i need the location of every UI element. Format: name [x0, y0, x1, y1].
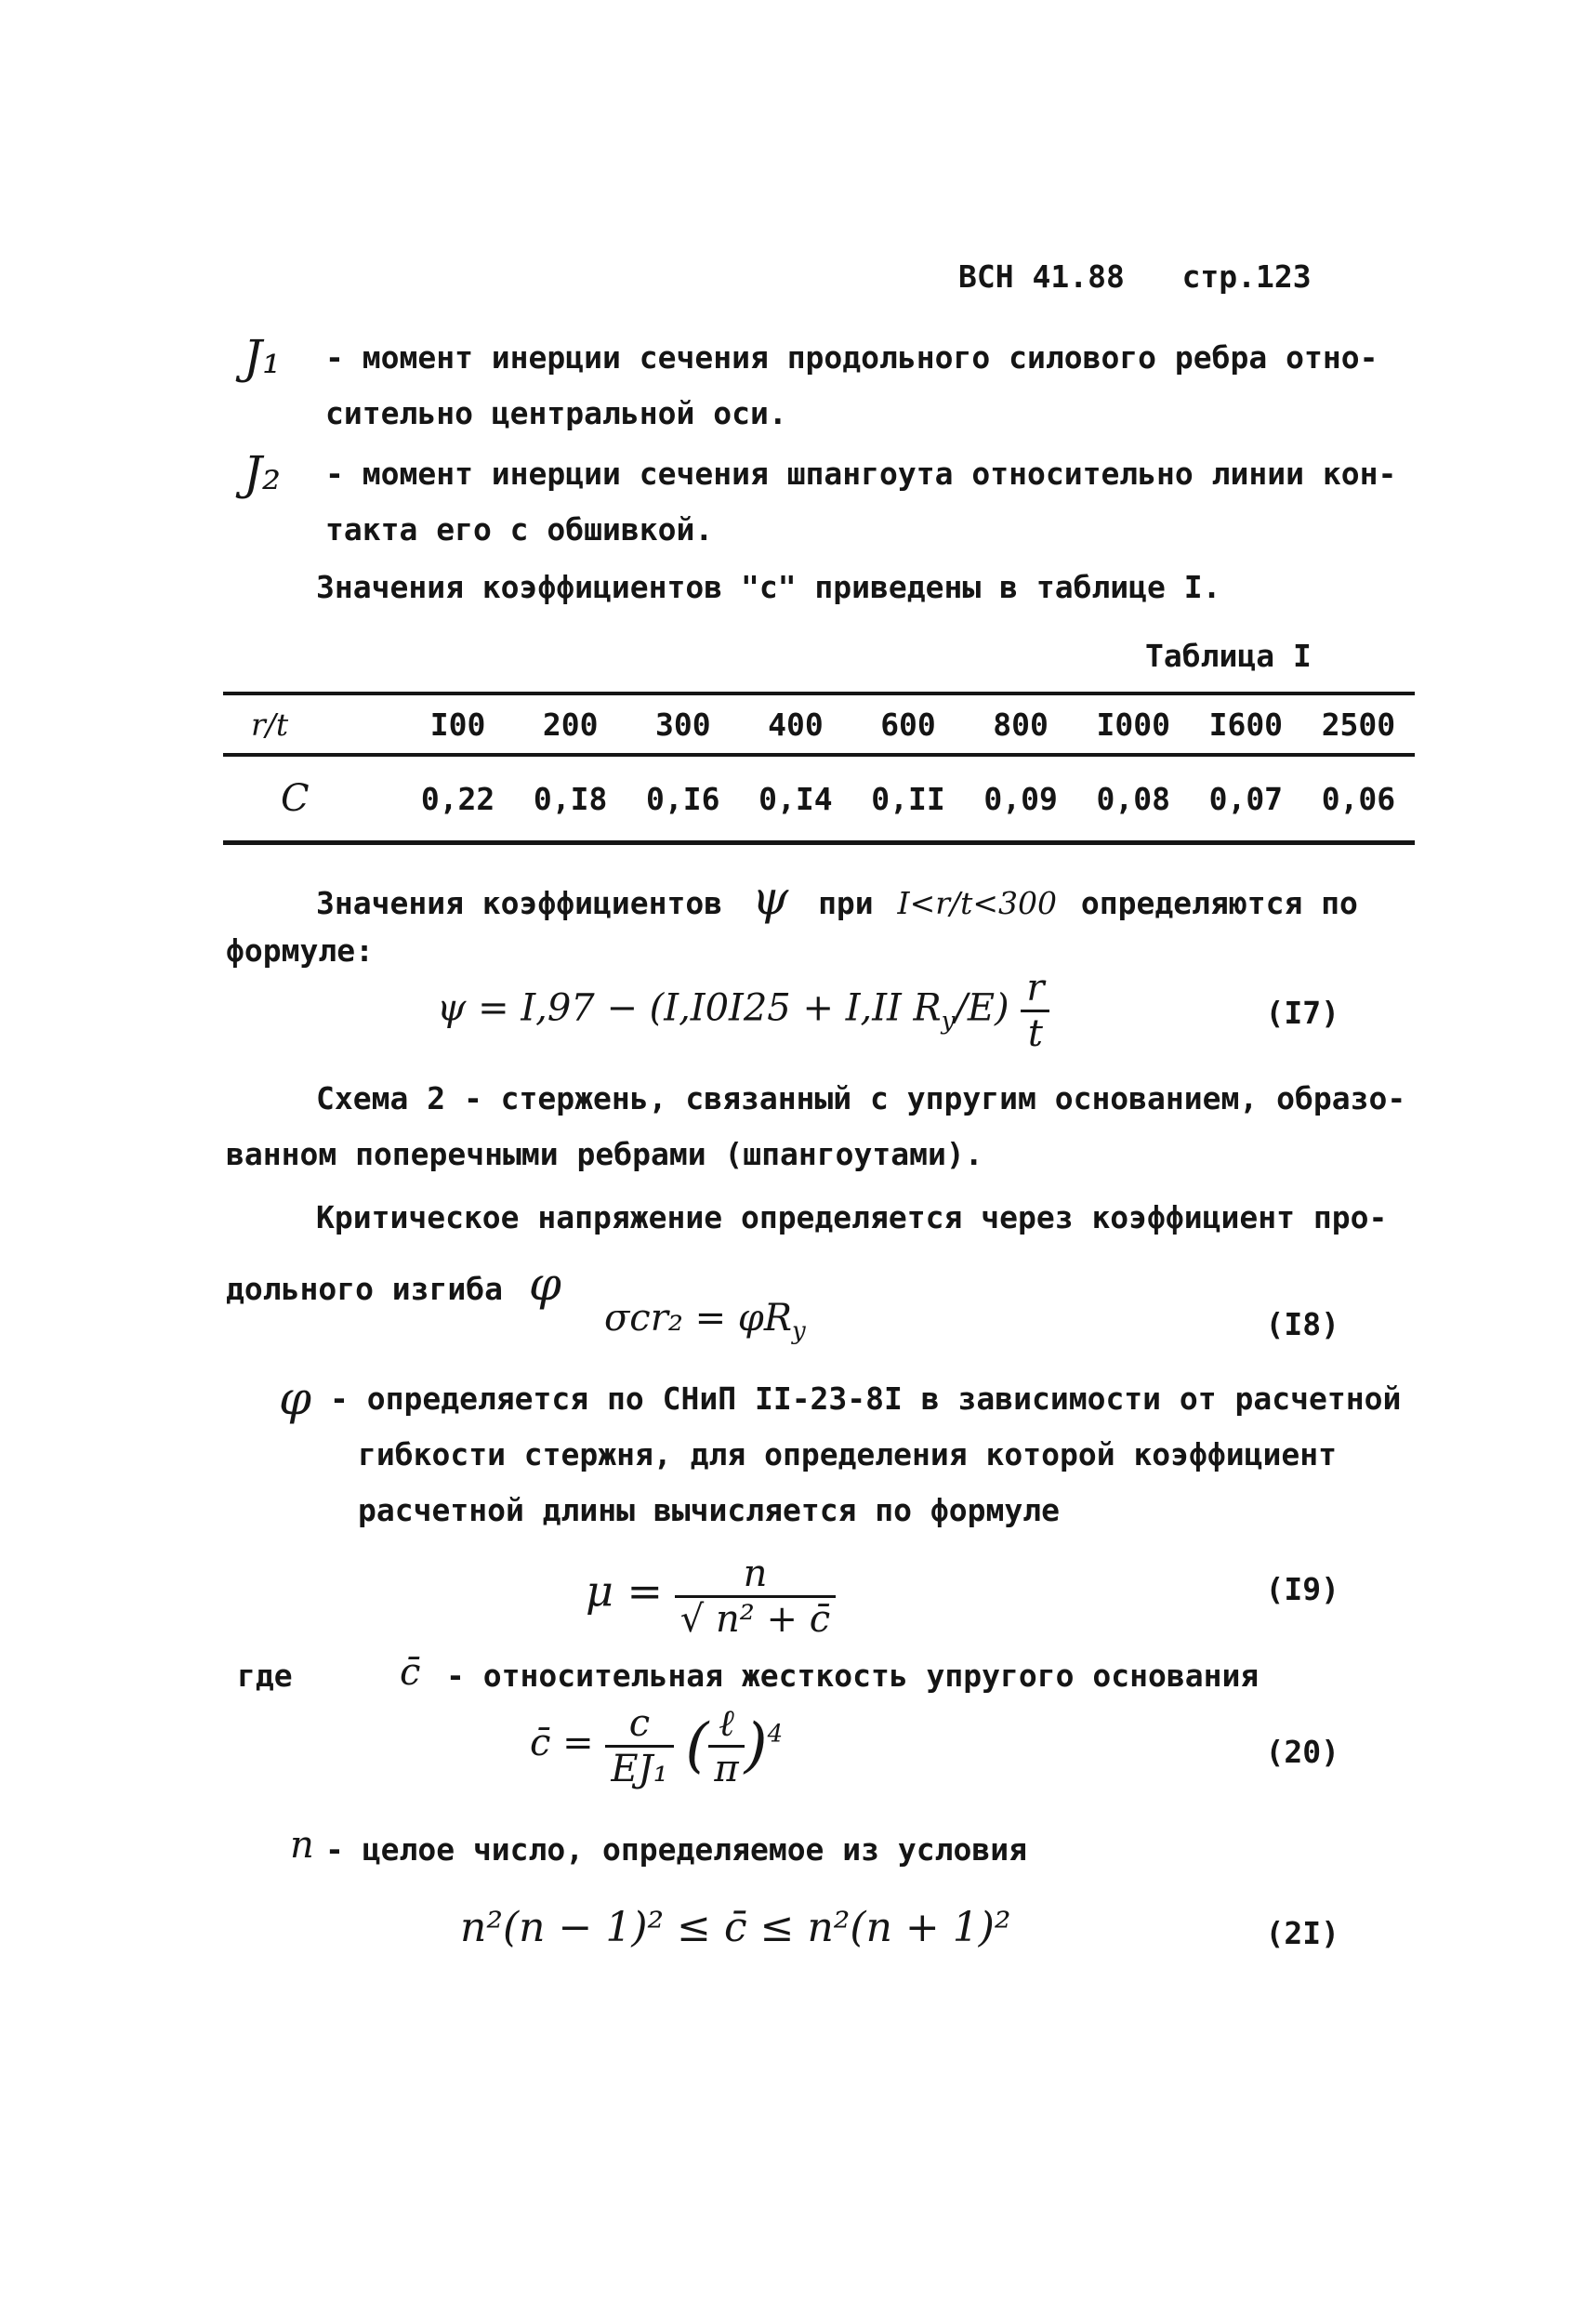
table-cell: 0,I6: [627, 755, 739, 843]
j2-def-line2: такта его с обшивкой.: [325, 511, 714, 548]
eq19-numerator: n: [675, 1552, 836, 1598]
table-cell: 0,06: [1302, 755, 1415, 843]
eq20-fraction: [605, 1702, 673, 1790]
eq18-label: (I8): [1265, 1306, 1339, 1342]
equation-17: [437, 967, 1049, 1055]
psi-paragraph-line2: формуле:: [226, 932, 374, 969]
eq18-subscript: y: [791, 1317, 806, 1345]
phi-def-line1: - определяется по СНиП II-23-8I в зависимости от расчетной: [330, 1380, 1402, 1417]
table-cell: 0,08: [1077, 755, 1190, 843]
table-col-header: 200: [514, 693, 627, 755]
psi-condition: I<r/t<300: [897, 885, 1058, 921]
eq20-lhs: c̄ =: [530, 1722, 594, 1764]
scheme2-line2: ванном поперечными ребрами (шпангоутами).: [226, 1136, 983, 1172]
table-intro: Значения коэффициентов "с" приведены в таблице I.: [316, 569, 1221, 605]
table-col-header: 800: [965, 693, 1077, 755]
phi-symbol: φ: [528, 1257, 561, 1311]
table-col-header: 2500: [1302, 693, 1415, 755]
table-cell: 0,22: [402, 755, 514, 843]
eq19-denominator: √ n² + c̄: [679, 1598, 831, 1641]
j1-def-line2: сительно центральной оси.: [325, 395, 787, 431]
eq19-label: (I9): [1265, 1571, 1339, 1607]
eq20-paren-fraction: [708, 1701, 744, 1790]
j1-symbol: J₁: [244, 330, 282, 384]
table-cell: 0,II: [851, 755, 964, 843]
table-col-header: 600: [851, 693, 964, 755]
psi-symbol: ψ: [751, 871, 789, 925]
eq20-exponent: 4: [767, 1720, 784, 1749]
table-col-header: I600: [1190, 693, 1302, 755]
eq20-denominator: EJ₁: [611, 1747, 668, 1790]
crit-line2: [226, 1257, 561, 1311]
eq20-label: (20): [1265, 1734, 1339, 1770]
crit-line2-text: дольного изгиба: [226, 1271, 504, 1307]
table-cell: 0,I8: [514, 755, 627, 843]
eq17-mid: /E): [955, 986, 1009, 1030]
psi-paragraph-line1: [316, 871, 1358, 925]
eq17-subscript: y: [941, 1007, 956, 1036]
coefficient-table: [223, 692, 1415, 845]
j2-def-line1: - момент инерции сечения шпангоута относительно линии кон-: [325, 456, 1397, 492]
eq17-lhs: ψ = I,97 − (I,I0I25 + I,II R: [437, 986, 942, 1030]
eq17-fraction: [1021, 967, 1049, 1055]
eq20-paren-den: π: [714, 1748, 739, 1790]
j2-symbol: J₂: [244, 446, 282, 500]
psi-text-b: при: [818, 885, 874, 921]
where-word: где: [237, 1657, 293, 1694]
eq20-numerator: c: [605, 1702, 673, 1748]
eq21-label: (2I): [1265, 1915, 1339, 1951]
crit-line1: Критическое напряжение определяется через коэффициент про-: [316, 1199, 1388, 1235]
table-cell: 0,I4: [739, 755, 851, 843]
j1-def-line1: - момент инерции сечения продольного силового ребра отно-: [325, 339, 1378, 376]
phi-def-line2: гибкости стержня, для определения которой коэффициент: [358, 1436, 1337, 1472]
equation-19: [586, 1552, 836, 1641]
eq17-frac-num: r: [1021, 967, 1049, 1012]
table-cell: 0,09: [965, 755, 1077, 843]
phi-def-line3: расчетной длины вычисляется по формуле: [358, 1492, 1060, 1528]
eq18-lhs: σcr₂ = φR: [604, 1297, 792, 1340]
equation-18: [604, 1297, 806, 1345]
table-col-header: I000: [1077, 693, 1190, 755]
table-caption: Таблица I: [1145, 638, 1312, 674]
c-bar-definition: - относительная жесткость упругого основания: [446, 1657, 1260, 1694]
table-value-row: [223, 755, 1415, 843]
eq17-frac-den: t: [1027, 1012, 1043, 1055]
row-label-c: C: [223, 755, 402, 843]
n-definition: - целое число, определяемое из условия: [325, 1831, 1027, 1868]
table-cell: 0,07: [1190, 755, 1302, 843]
page-number: стр.123: [1181, 258, 1312, 295]
psi-text-c: определяются по: [1080, 885, 1358, 921]
table-col-header: I00: [402, 693, 514, 755]
phi-def-symbol: φ: [279, 1371, 312, 1425]
n-symbol: n: [290, 1824, 314, 1867]
c-bar-symbol: c̄: [400, 1651, 421, 1694]
table-col-header: 300: [627, 693, 739, 755]
eq19-lhs: μ =: [586, 1565, 664, 1617]
scheme2-line1: Схема 2 - стержень, связанный с упругим основанием, образо-: [316, 1080, 1406, 1116]
psi-text-a: Значения коэффициентов: [316, 885, 723, 921]
eq19-fraction: [675, 1552, 836, 1641]
equation-21: n²(n − 1)² ≤ c̄ ≤ n²(n + 1)²: [460, 1904, 1011, 1951]
doc-code: ВСН 41.88: [958, 258, 1125, 295]
table-header-row: [223, 693, 1415, 755]
equation-20: c̄ = $\frac{c}{\text{EJ₁}}$ ( $\frac{\text{ℓ}}{\pi}$ )$^4$: [530, 1701, 784, 1790]
row-header-r-over-t: r/t: [223, 693, 402, 755]
table-col-header: 400: [739, 693, 851, 755]
eq20-paren-num: ℓ: [708, 1701, 744, 1748]
page-header: [958, 258, 1312, 295]
eq17-label: (I7): [1265, 995, 1339, 1031]
